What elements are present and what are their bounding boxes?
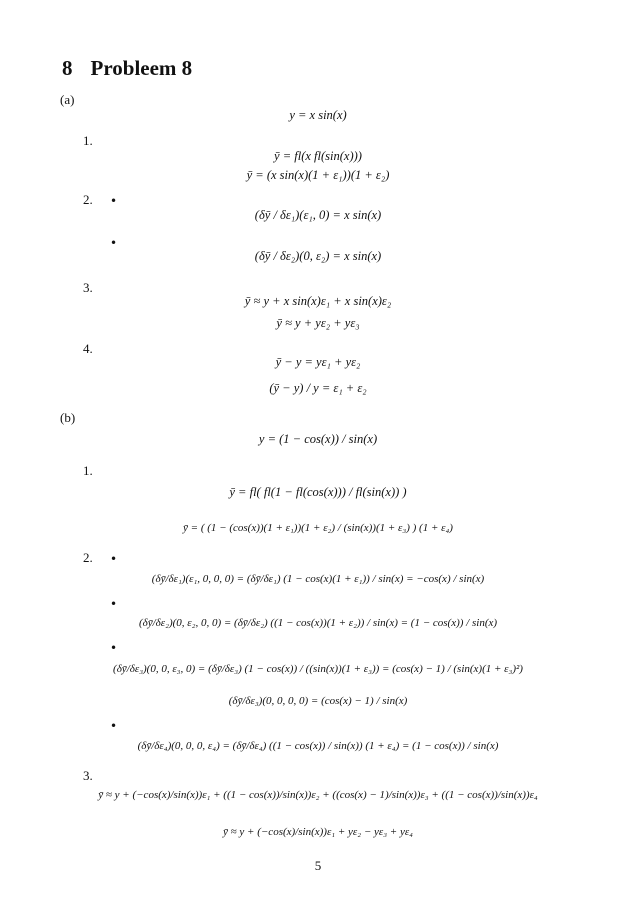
part-a-step-1-eq-2: ȳ = (x sin(x)(1 + ε₁))(1 + ε₂) — [246, 168, 390, 182]
part-a-step-2-eq-1: (δȳ / δε₁)(ε₁, 0) = x sin(x) — [254, 208, 382, 222]
bullet-icon: • — [110, 236, 118, 250]
part-b-main-equation: y = (1 − cos(x)) / sin(x) — [258, 432, 378, 446]
part-a-step-2-label: 2. — [83, 192, 93, 207]
part-b-step-2-eq-2: (δȳ/δε₂)(0, ε₂, 0, 0) = (δȳ/δε₂) ((1 − cos(x))(1 + ε₂)) / sin(x) = (1 − cos(x)) / sin(x) — [138, 617, 498, 629]
bullet-icon: • — [110, 194, 118, 208]
part-a-step-3-eq-1: ȳ ≈ y + x sin(x)ε₁ + x sin(x)ε₂ — [244, 294, 392, 308]
part-b-step-3-eq-1: ȳ ≈ y + (−cos(x)/sin(x))ε₁ + ((1 − cos(x))/sin(x))ε₂ + ((cos(x) − 1)/sin(x))ε₃ + ((1 − cos(x))/sin(x))ε₄ — [98, 789, 538, 801]
part-a-main-equation: y = x sin(x) — [289, 108, 347, 122]
part-b-step-1-label: 1. — [83, 463, 93, 478]
part-a-step-1-eq-1: ȳ = fl(x fl(sin(x))) — [274, 149, 362, 163]
part-a-step-3-label: 3. — [83, 280, 93, 295]
page-number: 5 — [314, 858, 322, 873]
bullet-icon: • — [110, 641, 118, 655]
part-b-step-2-eq-1: (δȳ/δε₁)(ε₁, 0, 0, 0) = (δȳ/δε₁) (1 − cos(x)(1 + ε₁)) / sin(x) = −cos(x) / sin(x) — [151, 573, 485, 585]
section-heading — [62, 56, 192, 81]
part-b-step-2-eq-5: (δȳ/δε₄)(0, 0, 0, ε₄) = (δȳ/δε₄) ((1 − cos(x)) / sin(x)) (1 + ε₄) = (1 − cos(x)) / sin(x) — [137, 740, 499, 752]
section-number: 8 — [62, 56, 73, 80]
part-a-label: (a) — [60, 92, 75, 107]
bullet-icon: • — [110, 552, 118, 566]
part-b-step-2-label: 2. — [83, 550, 93, 565]
part-a-step-4-eq-1: ȳ − y = yε₁ + yε₂ — [275, 355, 361, 369]
part-a-step-1-label: 1. — [83, 133, 93, 148]
part-a-step-4-label: 4. — [83, 341, 93, 356]
part-b-step-3-label: 3. — [83, 768, 93, 783]
part-b-label: (b) — [60, 410, 76, 425]
part-a-step-3-eq-2: ȳ ≈ y + yε₂ + yε₃ — [276, 316, 360, 330]
part-a-step-2-eq-2: (δȳ / δε₂)(0, ε₂) = x sin(x) — [254, 249, 382, 263]
part-a-step-4-eq-2: (ȳ − y) / y = ε₁ + ε₂ — [269, 381, 367, 395]
section-title: Probleem 8 — [90, 56, 193, 80]
part-b-step-1-eq-1: ȳ = fl( fl(1 − fl(cos(x))) / fl(sin(x)) ) — [229, 485, 407, 499]
part-b-step-2-eq-4: (δȳ/δε₃)(0, 0, 0, 0) = (cos(x) − 1) / sin(x) — [228, 695, 408, 707]
bullet-icon: • — [110, 597, 118, 611]
part-b-step-1-eq-2: ȳ = ( (1 − (cos(x))(1 + ε₁))(1 + ε₂) / (sin(x))(1 + ε₃) ) (1 + ε₄) — [183, 522, 453, 534]
bullet-icon: • — [110, 719, 118, 733]
part-b-step-3-eq-2: ȳ ≈ y + (−cos(x)/sin(x))ε₁ + yε₂ − yε₃ + yε₄ — [223, 826, 413, 838]
part-b-step-2-eq-3: (δȳ/δε₃)(0, 0, ε₃, 0) = (δȳ/δε₃) (1 − cos(x)) / ((sin(x))(1 + ε₃)) = (cos(x) − 1) / (sin(x)(1 + ε₃)²) — [113, 663, 523, 675]
